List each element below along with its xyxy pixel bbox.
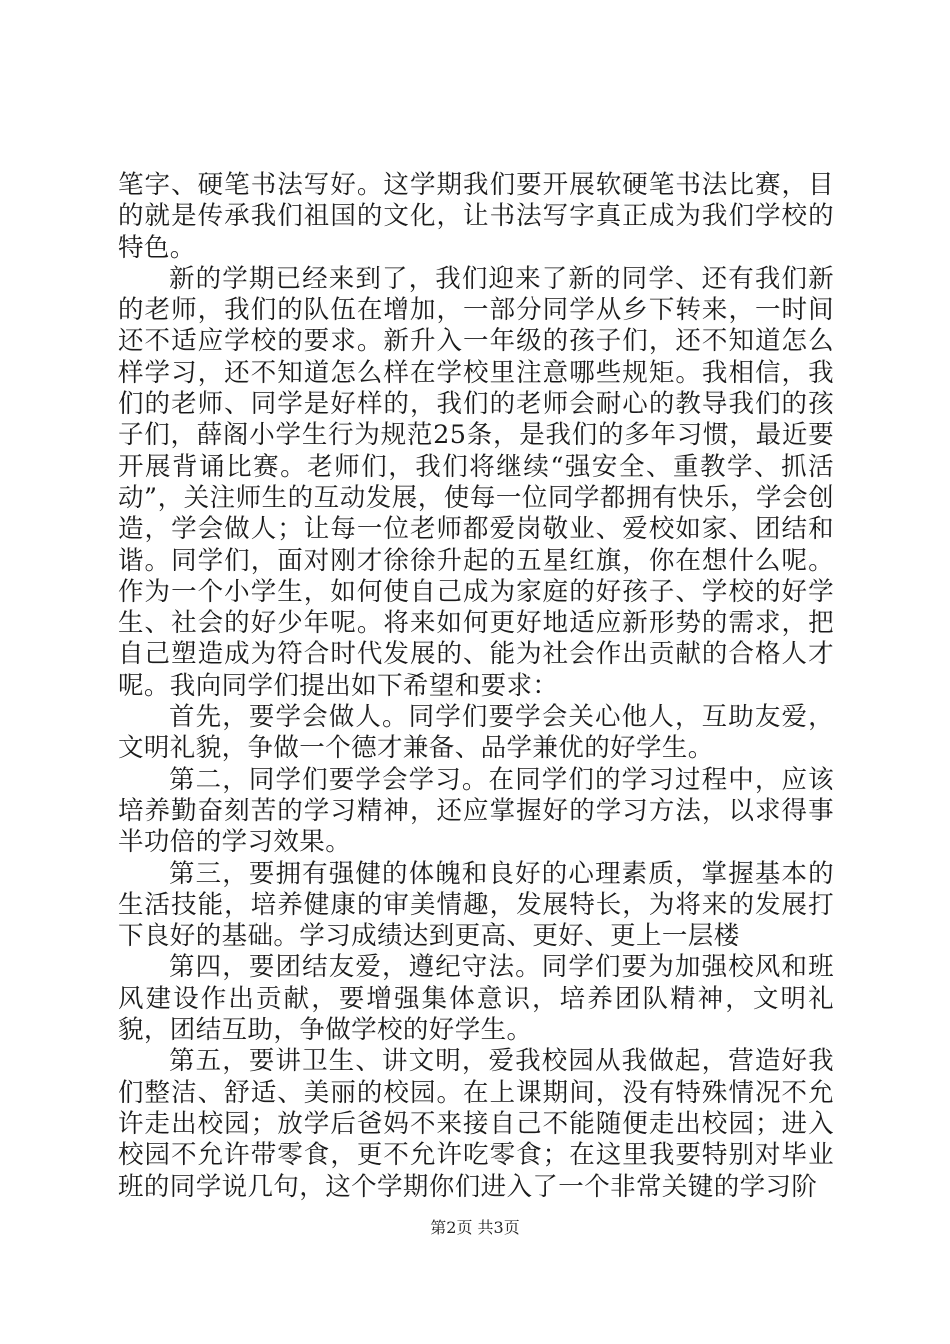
paragraph-3: 首先，要学会做人。同学们要学会关心他人，互助友爱，文明礼貌，争做一个德才兼备、品学兼优的好学生。 (118, 702, 834, 764)
page-number-footer: 第2页 共3页 (430, 1218, 520, 1237)
body-text (118, 170, 834, 1203)
paragraph-1: 笔字、硬笔书法写好。这学期我们要开展软硬笔书法比赛，目的就是传承我们祖国的文化，让书法写字真正成为我们学校的特色。 (118, 170, 834, 263)
paragraph-7: 第五，要讲卫生、讲文明，爱我校园从我做起，营造好我们整洁、舒适、美丽的校园。在上课期间，没有特殊情况不允许走出校园；放学后爸妈不来接自己不能随便走出校园；进入校园不允许带零食，更不允许吃零食；在这里我要特别对毕业班的同学说几句，这个学期你们进入了一个非常关键的学习阶 (118, 1046, 834, 1202)
paragraph-4: 第二，同学们要学会学习。在同学们的学习过程中，应该培养勤奋刻苦的学习精神，还应掌握好的学习方法，以求得事半功倍的学习效果。 (118, 764, 834, 858)
paragraph-2: 新的学期已经来到了，我们迎来了新的同学、还有我们新的老师，我们的队伍在增加，一部分同学从乡下转来，一时间还不适应学校的要求。新升入一年级的孩子们，还不知道怎么样学习，还不知道怎么样在学校里注意哪些规矩。我相信，我们的老师、同学是好样的，我们的老师会耐心的教导我们的孩子们，薛阁小学生行为规范25条，是我们的多年习惯，最近要开展背诵比赛。老师们，我们将继续“强安全、重教学、抓活动”，关注师生的互动发展，使每一位同学都拥有快乐，学会创造，学会做人；让每一位老师都爱岗敬业、爱校如家、团结和谐。同学们，面对刚才徐徐升起的五星红旗，你在想什么呢。作为一个小学生，如何使自己成为家庭的好孩子、学校的好学生、社会的好少年呢。将来如何更好地适应新形势的需求，把自己塑造成为符合时代发展的、能为社会作出贡献的合格人才呢。我向同学们提出如下希望和要求： (118, 263, 834, 701)
paragraph-6: 第四，要团结友爱，遵纪守法。同学们要为加强校风和班风建设作出贡献，要增强集体意识，培养团队精神，文明礼貌，团结互助，争做学校的好学生。 (118, 952, 834, 1046)
paragraph-5: 第三，要拥有强健的体魄和良好的心理素质，掌握基本的生活技能，培养健康的审美情趣，发展特长，为将来的发展打下良好的基础。学习成绩达到更高、更好、更上一层楼 (118, 858, 834, 952)
